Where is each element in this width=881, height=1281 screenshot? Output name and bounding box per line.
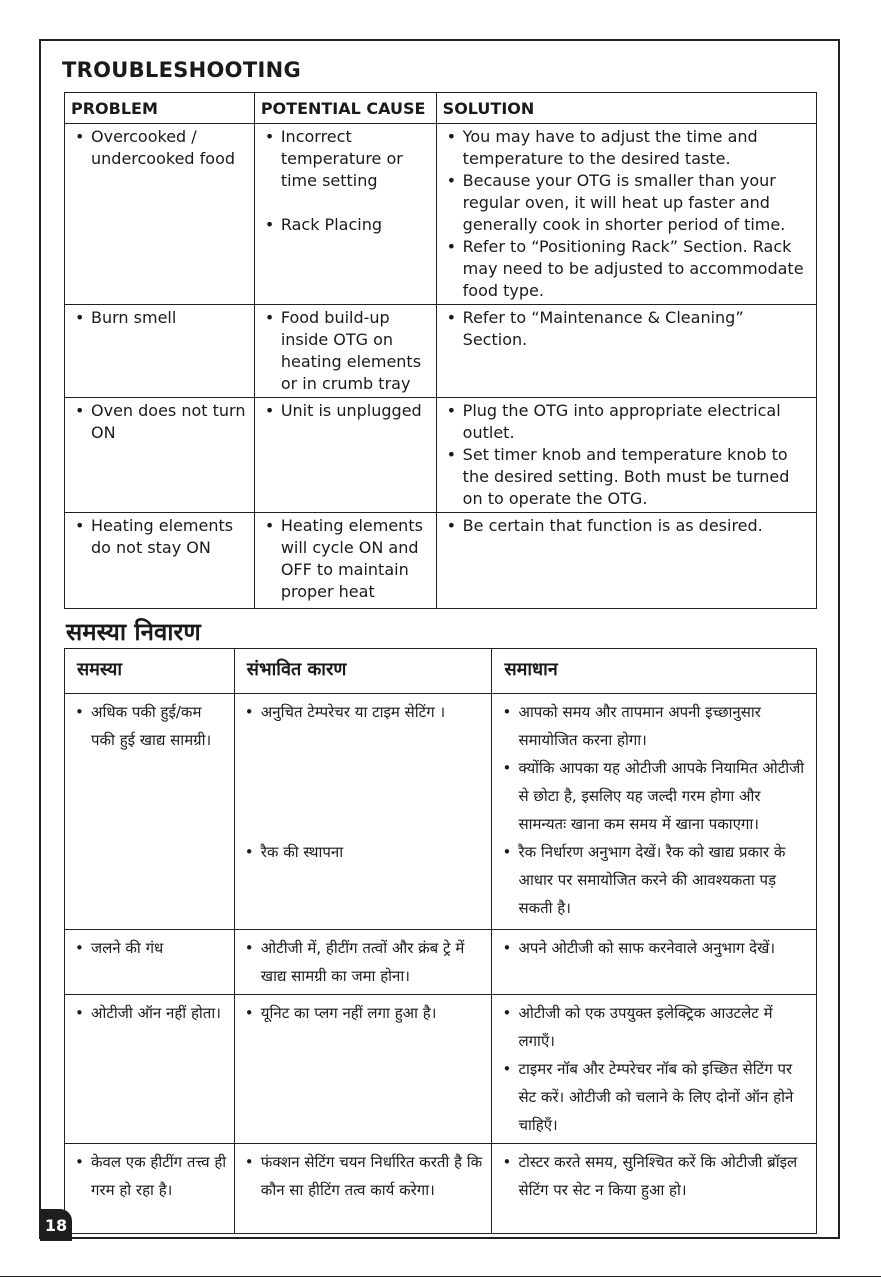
cause-cell bbox=[254, 398, 436, 513]
table-row bbox=[65, 398, 817, 513]
solution-text: • आपको समय और तापमान अपनी इच्छानुसार समायोजित करना होगा। bbox=[496, 698, 812, 754]
table-row bbox=[65, 995, 817, 1144]
solution-cell bbox=[436, 513, 816, 609]
table-row bbox=[65, 930, 817, 995]
solution-text: • ओटीजी को एक उपयुक्त इलेक्ट्रिक आउटलेट में लगाएँ। bbox=[496, 999, 812, 1055]
problem-cell bbox=[65, 398, 255, 513]
solution-cell bbox=[492, 1144, 817, 1234]
table-row bbox=[65, 124, 817, 305]
problem-cell bbox=[65, 694, 235, 930]
cause-text: • अनुचित टेम्परेचर या टाइम सेटिंग । bbox=[239, 698, 488, 726]
header-cause-hindi: संभावित कारण bbox=[234, 649, 492, 694]
cause-cell bbox=[254, 513, 436, 609]
problem-cell bbox=[65, 930, 235, 995]
problem-text: • केवल एक हीटींग तत्त्व ही गरम हो रहा है। bbox=[69, 1148, 230, 1204]
page-bottom-rule bbox=[0, 1276, 881, 1277]
solution-text: • Refer to “Positioning Rack” Section. Rack may need to be adjusted to accommodate food type. bbox=[441, 236, 812, 302]
solution-cell bbox=[436, 124, 816, 305]
problem-text: • Oven does not turn ON bbox=[69, 400, 250, 444]
cause-text: • Food build-up inside OTG on heating elements or in crumb tray bbox=[259, 307, 432, 395]
solution-text: • टोस्टर करते समय, सुनिश्चित करें कि ओटीजी ब्रॉइल सेटिंग पर सेट न किया हुआ हो। bbox=[496, 1148, 812, 1204]
header-solution-hindi: समाधान bbox=[492, 649, 817, 694]
cause-text: • रैक की स्थापना bbox=[239, 838, 488, 866]
problem-text: • जलने की गंध bbox=[69, 934, 230, 962]
cause-cell bbox=[234, 930, 492, 995]
table-header-row bbox=[65, 93, 817, 124]
cause-text: • Heating elements will cycle ON and OFF to maintain proper heat bbox=[259, 515, 432, 603]
solution-text: • Because your OTG is smaller than your regular oven, it will heat up faster and generally cook in shorter period of time. bbox=[441, 170, 812, 236]
problem-cell bbox=[65, 995, 235, 1144]
problem-text: • ओटीजी ऑन नहीं होता। bbox=[69, 999, 230, 1027]
header-potential-cause: POTENTIAL CAUSE bbox=[254, 93, 436, 124]
troubleshooting-title: TROUBLESHOOTING bbox=[62, 58, 301, 82]
cause-text: • ओटीजी में, हीटींग तत्वों और क्रंब ट्रे में खाद्य सामग्री का जमा होना। bbox=[239, 934, 488, 990]
header-problem-hindi: समस्या bbox=[65, 649, 235, 694]
solution-cell bbox=[436, 305, 816, 398]
cause-cell bbox=[254, 305, 436, 398]
table-row bbox=[65, 694, 817, 930]
header-solution: SOLUTION bbox=[436, 93, 816, 124]
cause-text: • Rack Placing bbox=[259, 214, 432, 236]
cause-text: • फंक्शन सेटिंग चयन निर्धारित करती है कि कौन सा हीटिंग तत्व कार्य करेगा। bbox=[239, 1148, 488, 1204]
solution-text: • Plug the OTG into appropriate electrical outlet. bbox=[441, 400, 812, 444]
solution-cell bbox=[436, 398, 816, 513]
solution-cell bbox=[492, 995, 817, 1144]
solution-text: • रैक निर्धारण अनुभाग देखें। रैक को खाद्य प्रकार के आधार पर समायोजित करने की आवश्यकता पड़ सकती है। bbox=[496, 838, 812, 922]
problem-text: • Overcooked / undercooked food bbox=[69, 126, 250, 170]
solution-text: • Refer to “Maintenance & Cleaning” Section. bbox=[441, 307, 812, 351]
table-row bbox=[65, 513, 817, 609]
solution-cell bbox=[492, 694, 817, 930]
cause-text: • Incorrect temperature or time setting bbox=[259, 126, 432, 192]
cause-text: • यूनिट का प्लग नहीं लगा हुआ है। bbox=[239, 999, 488, 1027]
solution-text: • You may have to adjust the time and temperature to the desired taste. bbox=[441, 126, 812, 170]
problem-cell bbox=[65, 124, 255, 305]
cause-cell bbox=[234, 694, 492, 930]
problem-text: • Heating elements do not stay ON bbox=[69, 515, 250, 559]
problem-cell bbox=[65, 305, 255, 398]
problem-cell bbox=[65, 1144, 235, 1234]
troubleshooting-title-hindi: समस्या निवारण bbox=[66, 618, 201, 646]
solution-text: • अपने ओटीजी को साफ करनेवाले अनुभाग देखें। bbox=[496, 934, 812, 962]
solution-cell bbox=[492, 930, 817, 995]
solution-text: • Set timer knob and temperature knob to the desired setting. Both must be turned on to operate the OTG. bbox=[441, 444, 812, 510]
problem-text: • अधिक पकी हुई/कम पकी हुई खाद्य सामग्री। bbox=[69, 698, 230, 754]
solution-text: • Be certain that function is as desired. bbox=[441, 515, 812, 537]
table-header-row bbox=[65, 649, 817, 694]
cause-cell bbox=[254, 124, 436, 305]
troubleshooting-table-english bbox=[64, 92, 817, 609]
problem-cell bbox=[65, 513, 255, 609]
table-row bbox=[65, 1144, 817, 1234]
header-problem: PROBLEM bbox=[65, 93, 255, 124]
solution-text: • टाइमर नॉब और टेम्परेचर नॉब को इच्छित सेटिंग पर सेट करें। ओटीजी को चलाने के लिए दोनों ऑन होने चाहिएँ। bbox=[496, 1055, 812, 1139]
solution-text: • क्योंकि आपका यह ओटीजी आपके नियामित ओटीजी से छोटा है, इसलिए यह जल्दी गरम होगा और सामन्यतः खाना कम समय में खाना पकाएगा। bbox=[496, 754, 812, 838]
troubleshooting-table-hindi bbox=[64, 648, 817, 1234]
cause-cell bbox=[234, 995, 492, 1144]
page-number-badge: 18 bbox=[40, 1209, 72, 1241]
problem-text: • Burn smell bbox=[69, 307, 250, 329]
cause-cell bbox=[234, 1144, 492, 1234]
table-row bbox=[65, 305, 817, 398]
cause-text: • Unit is unplugged bbox=[259, 400, 432, 422]
